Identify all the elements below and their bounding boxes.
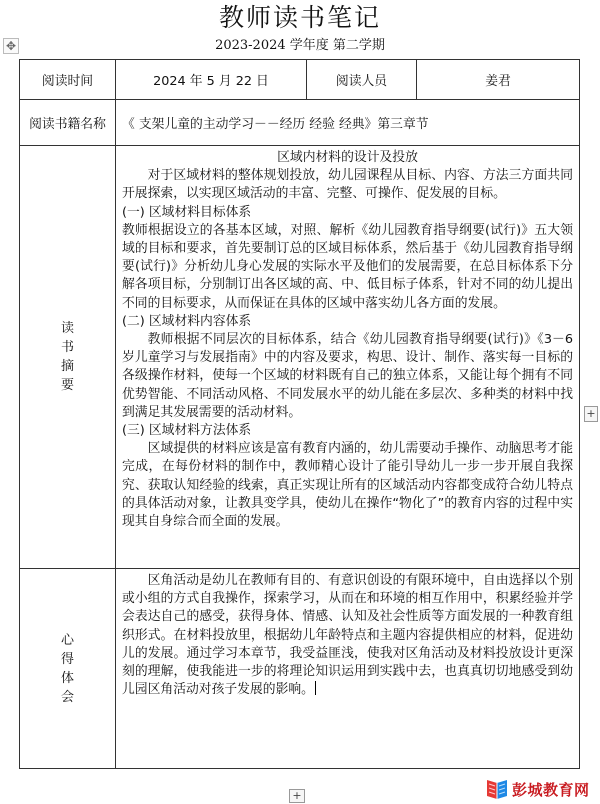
label-reading-time: 阅读时间 [20, 60, 116, 100]
section-3-body: 区域提供的材料应该是富有教育内涵的，幼儿需要动手操作、动脑思考才能完成，在每份材料的制作中，教师精心设计了能引导幼儿一步一步开展自我探究、获取认知经验的线索，真正实现让所有的区域活动内容都变成符合幼儿特点的具体活动对象，让教具变学具，使幼儿在操作“物化了”的教育内容的过程中实现其自身综合而全面的发展。 [122, 441, 573, 530]
reading-notes-table [19, 59, 580, 769]
add-column-button[interactable]: + [584, 406, 598, 422]
summary-heading: 区域内材料的设计及投放 [277, 150, 418, 165]
label-book-name: 阅读书籍名称 [20, 100, 116, 146]
value-book-name[interactable]: 《 支架儿童的主动学习－－经历 经验 经典》第三章节 [116, 100, 580, 146]
watermark-logo [485, 776, 597, 802]
value-reading-time[interactable]: 2024 年 5 月 22 日 [116, 60, 307, 100]
section-1-title: (一) 区域材料目标体系 [122, 204, 252, 220]
row-reflection [20, 569, 580, 769]
reading-summary-content[interactable] [116, 146, 580, 569]
row-reading-info [20, 60, 580, 100]
table-move-handle-icon[interactable]: ✥ [3, 38, 19, 54]
add-row-button[interactable]: + [289, 789, 305, 803]
text-cursor [315, 681, 317, 695]
reflection-content[interactable] [116, 569, 580, 769]
document-subtitle: 2023-2024 学年度 第二学期 [215, 38, 385, 53]
reflection-body: 区角活动是幼儿在教师有目的、有意识创设的有限环境中，自由选择以个别或小组的方式自我操作，探索学习，从而在和环境的相互作用中，积累经验并学会表达自己的感受，获得身体、情感、认知及社会性质等方面发展的一种教育组织形式。在材料投放里，根据幼儿年龄特点和主题内容提供相应的材料，促进幼儿的发展。通过学习本章节，我受益匪浅，使我对区角活动及材料投放设计更深刻的理解，使我能进一步的将理论知识运用到实践中去，也真真切切地感受到幼儿园区角活动对孩子发展的影响。 [122, 573, 573, 698]
value-reader[interactable]: 姜君 [417, 60, 580, 100]
section-2-title: (二) 区域材料内容体系 [122, 313, 252, 329]
section-3-title: (三) 区域材料方法体系 [122, 423, 252, 439]
section-1-body: 教师根据设立的各基本区域，对照、解析《幼儿园教育指导纲要(试行)》五大领域的目标和要求，首先要制订总的区域目标体系，然后基于《幼儿园教育指导纲要(试行)》分析幼儿身心发展的实际水平及他们的发展需要，在总目标体系下分解各项目标，分别制订出各区域的高、中、低目标子体系，针对不同的幼儿提出不同的目标要求，从而保证在具体的区域中落实幼儿各方面的发展。 [122, 222, 573, 311]
open-book-icon [485, 778, 509, 800]
label-reading-summary: 读 书 摘 要 [20, 146, 116, 569]
section-2-body: 教师根据不同层次的目标体系，结合《幼儿园教育指导纲要(试行)》《3－6 岁儿童学习与发展指南》中的内容及要求，构思、设计、制作、落实每一目标的各级操作材料，使每一个区域的材料既有自己的独立体系，又能让每个拥有不同优势智能、不同活动风格、不同发展水平的幼儿能在多层次、多种类的材料中找到满足其发展需要的活动材料。 [122, 332, 573, 420]
document-title: 教师读书笔记 [218, 3, 381, 32]
summary-intro: 对于区域材料的整体规划投放，幼儿园课程从目标、内容、方法三方面共同开展探索，以实现区域活动的丰富、完整、可操作、促发展的目标。 [122, 168, 573, 202]
label-reader: 阅读人员 [307, 60, 417, 100]
row-reading-summary [20, 146, 580, 569]
row-book-name [20, 100, 580, 146]
watermark-text: 彭城教育网 [512, 780, 590, 799]
label-reflection: 心 得 体 会 [20, 569, 116, 769]
